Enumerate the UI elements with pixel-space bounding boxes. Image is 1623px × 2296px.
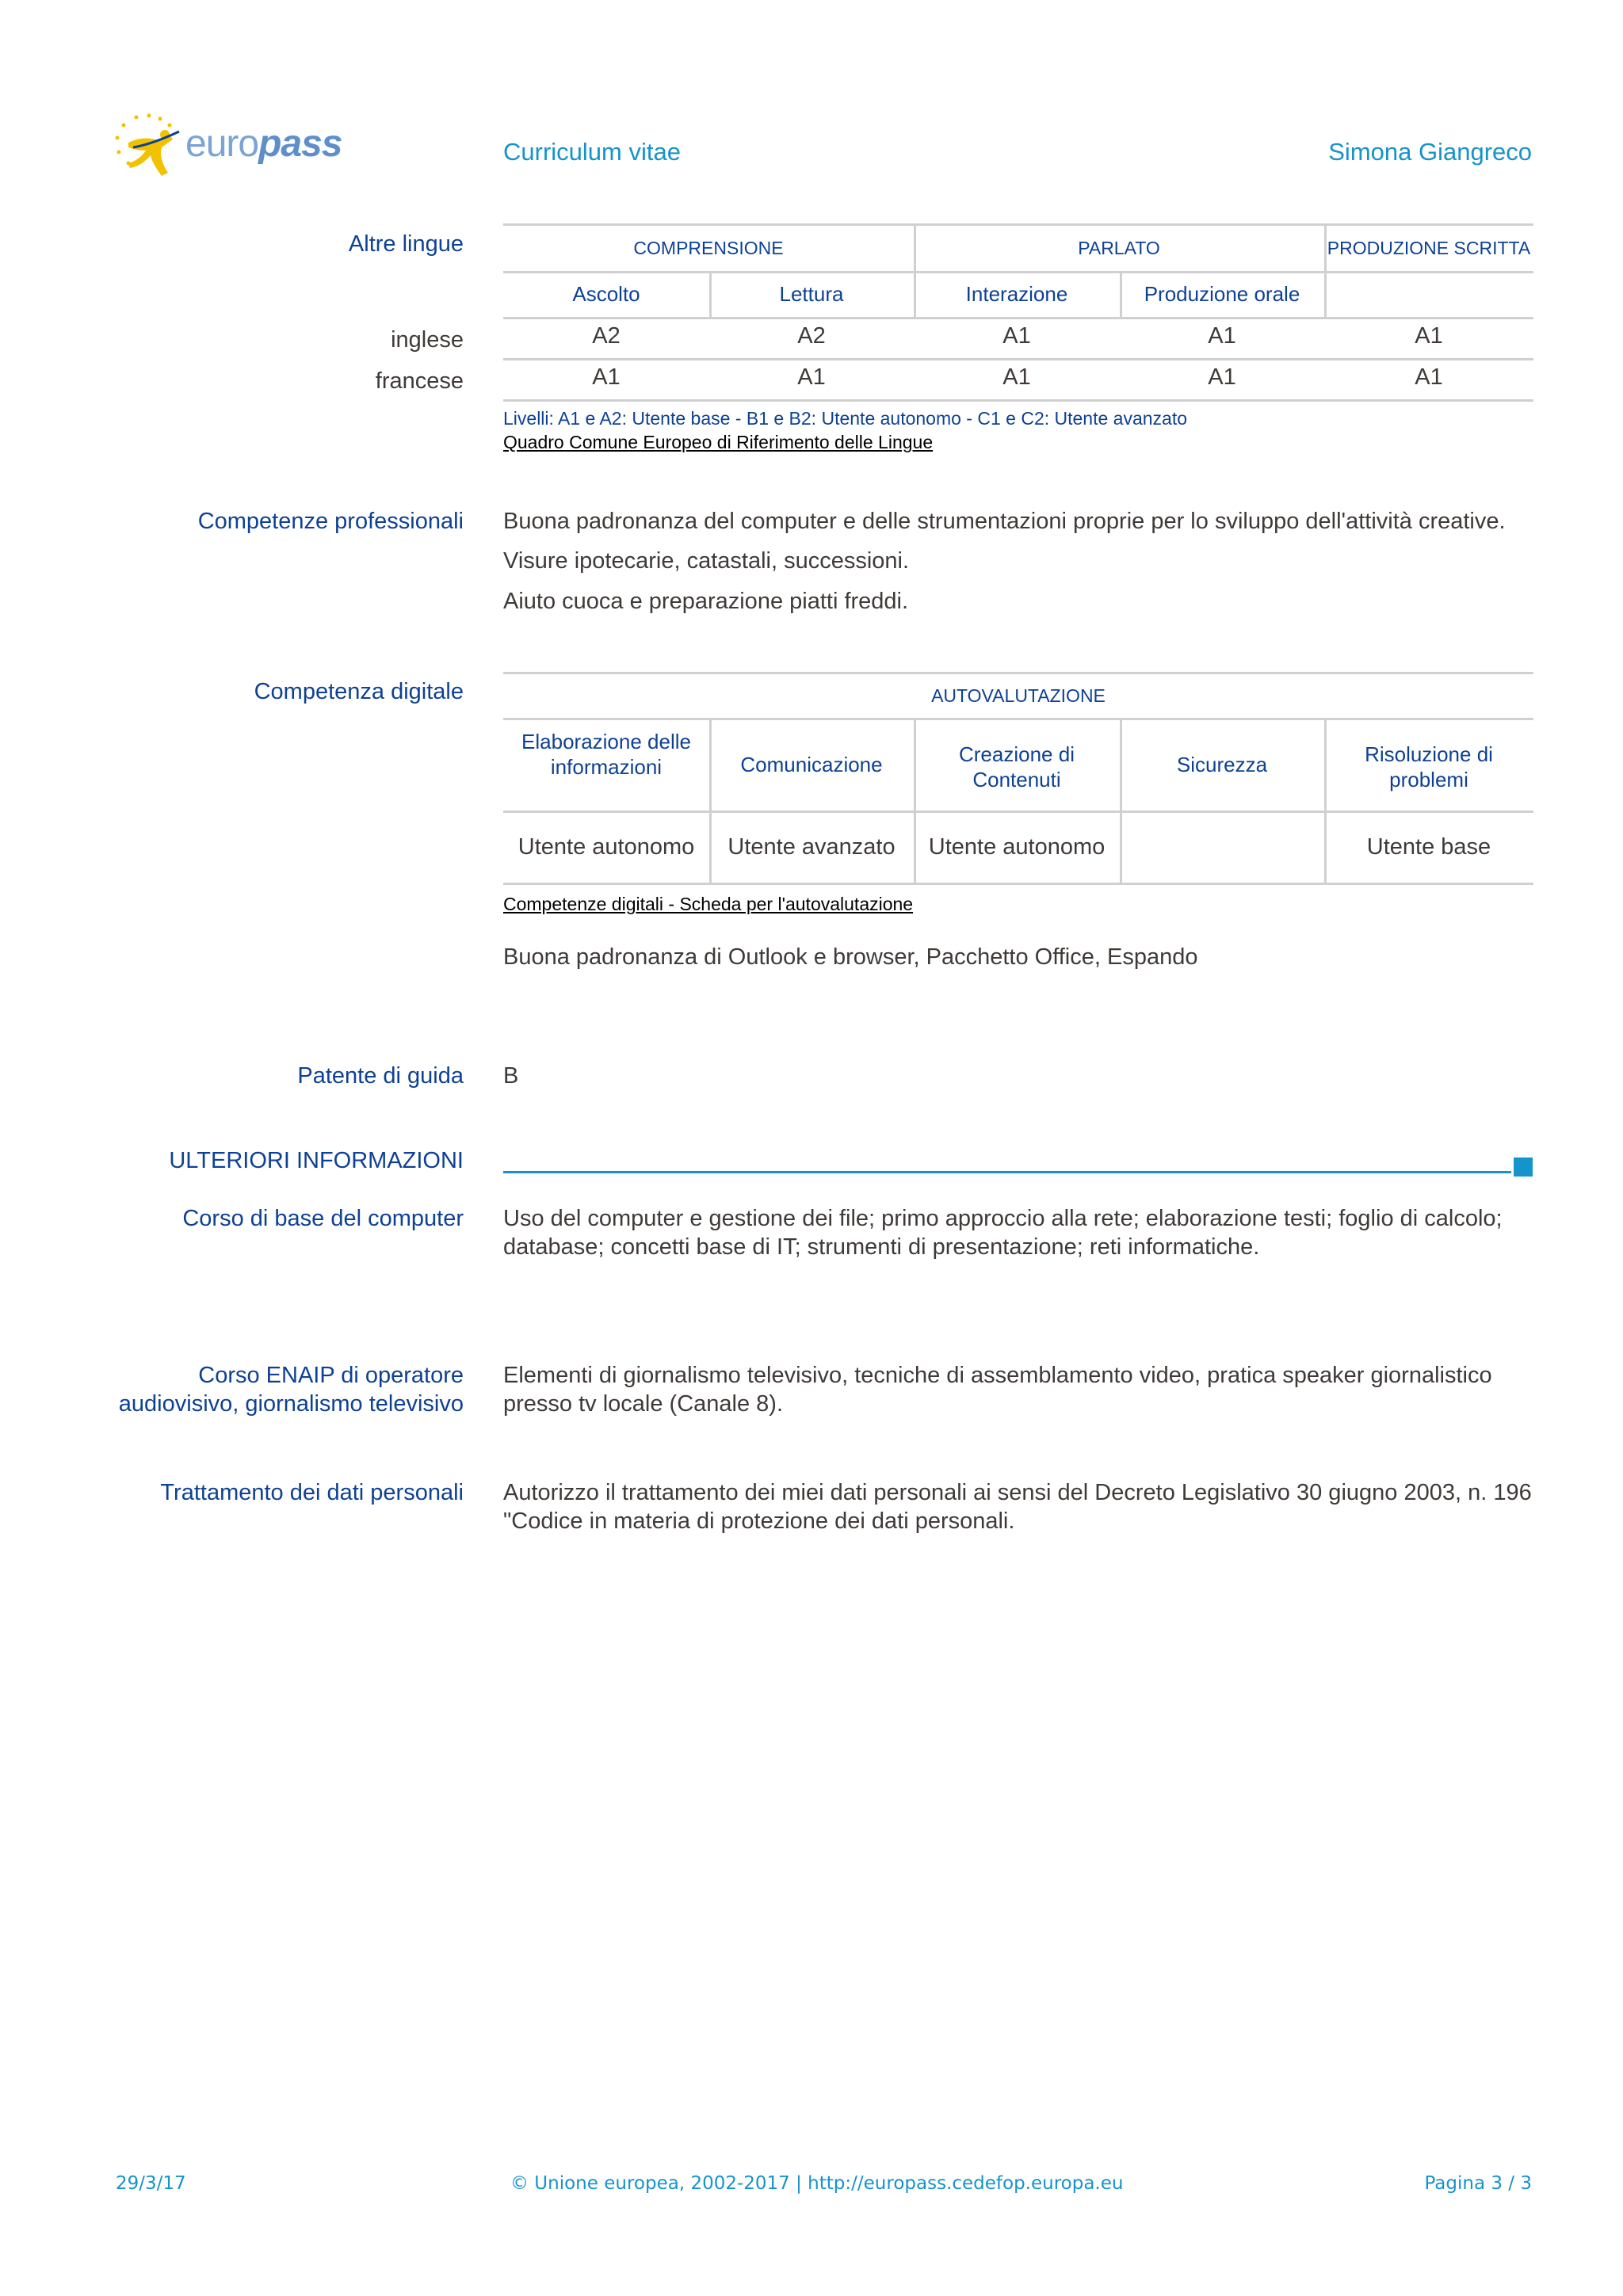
professional-label: Competenze professionali <box>197 509 464 534</box>
subheader-interazione: Interazione <box>965 282 1068 306</box>
digital-value-creazione: Utente autonomo <box>928 834 1106 860</box>
language-francese: francese <box>375 368 464 394</box>
license-label: Patente di guida <box>297 1063 464 1089</box>
digital-table <box>503 672 1533 886</box>
course-enaip-label-line2: audiovisivo, giornalismo televisivo <box>118 1391 464 1417</box>
course-computer-label: Corso di base del computer <box>182 1206 464 1231</box>
privacy-text: Autorizzo il trattamento dei miei dati personali ai sensi del Decreto Legislativo 30 giugno 2003, n. 196 "Codice in materia di protezione dei dati personali. <box>503 1480 1532 1534</box>
cell-inglese-ascolto: A2 <box>592 323 621 349</box>
course-enaip-text: Elementi di giornalismo televisivo, tecniche di assemblamento video, pratica speaker giornalistico presso tv locale (Canale 8). <box>503 1363 1492 1417</box>
section-divider <box>503 1171 1511 1173</box>
header-produzione-scritta: PRODUZIONE SCRITTA <box>1327 238 1531 258</box>
cell-inglese-scritta: A1 <box>1415 323 1443 349</box>
cell-francese-produzione-orale: A1 <box>1208 364 1236 390</box>
header-parlato: PARLATO <box>1078 238 1160 258</box>
cell-francese-scritta: A1 <box>1415 364 1443 390</box>
cell-francese-ascolto: A1 <box>592 364 621 390</box>
footer-page-number: Pagina 3 / 3 <box>1424 2173 1532 2194</box>
digital-col-elaborazione: Elaborazione delle informazioni <box>521 730 691 779</box>
language-inglese: inglese <box>391 327 464 353</box>
professional-line: Visure ipotecarie, catastali, successioni. <box>503 548 910 574</box>
europass-logo <box>113 111 342 182</box>
footer-copyright[interactable]: © Unione europea, 2002-2017 | http://europass.cedefop.europa.eu <box>510 2173 1124 2194</box>
professional-line: Aiuto cuoca e preparazione piatti freddi. <box>503 589 909 614</box>
cell-inglese-lettura: A2 <box>797 323 826 349</box>
digital-col-comunicazione: Comunicazione <box>740 753 883 776</box>
cell-francese-lettura: A1 <box>797 364 826 390</box>
digital-col-creazione: Creazione di Contenuti <box>959 742 1075 791</box>
cell-inglese-produzione-orale: A1 <box>1208 323 1236 349</box>
license-value: B <box>503 1063 519 1089</box>
europass-figure-icon <box>113 111 192 182</box>
digital-competence-link[interactable]: Competenze digitali - Scheda per l'autovalutazione <box>503 894 914 914</box>
language-table <box>503 223 1533 406</box>
document-title: Curriculum vitae <box>503 138 681 166</box>
digital-value-comunicazione: Utente avanzato <box>727 834 896 860</box>
person-name: Simona Giangreco <box>1328 138 1532 166</box>
autovalutazione-header: AUTOVALUTAZIONE <box>931 685 1106 706</box>
languages-label: Altre lingue <box>348 231 464 257</box>
digital-col-risoluzione: Risoluzione di problemi <box>1365 742 1493 791</box>
framework-link[interactable]: Quadro Comune Europeo di Riferimento delle Lingue <box>503 432 934 452</box>
subheader-lettura: Lettura <box>779 282 844 306</box>
digital-label: Competenza digitale <box>254 679 464 704</box>
europass-wordmark: europass <box>185 123 342 165</box>
footer-date: 29/3/17 <box>116 2173 186 2194</box>
course-enaip-label-line1: Corso ENAIP di operatore <box>198 1363 464 1388</box>
digital-extra: Buona padronanza di Outlook e browser, Pacchetto Office, Espando <box>503 944 1198 970</box>
additional-heading: ULTERIORI INFORMAZIONI <box>169 1148 464 1173</box>
header-comprensione: COMPRENSIONE <box>633 238 784 258</box>
digital-value-elaborazione: Utente autonomo <box>517 834 695 860</box>
subheader-ascolto: Ascolto <box>572 282 640 306</box>
digital-col-sicurezza: Sicurezza <box>1176 753 1268 776</box>
course-computer-text: Uso del computer e gestione dei file; primo approccio alla rete; elaborazione testi; foglio di calcolo; database; concetti base di IT; strumenti di presentazione; reti informatiche. <box>503 1206 1503 1260</box>
digital-value-risoluzione: Utente base <box>1366 834 1491 860</box>
professional-line: Buona padronanza del computer e delle strumentazioni proprie per lo sviluppo dell'attività creative. <box>503 509 1506 534</box>
levels-note: Livelli: A1 e A2: Utente base - B1 e B2: Utente autonomo - C1 e C2: Utente avanzato <box>503 408 1188 429</box>
section-marker <box>1514 1158 1533 1177</box>
subheader-produzione-orale: Produzione orale <box>1144 282 1300 306</box>
cell-francese-interazione: A1 <box>1002 364 1031 390</box>
privacy-label: Trattamento dei dati personali <box>160 1480 464 1505</box>
cell-inglese-interazione: A1 <box>1002 323 1031 349</box>
